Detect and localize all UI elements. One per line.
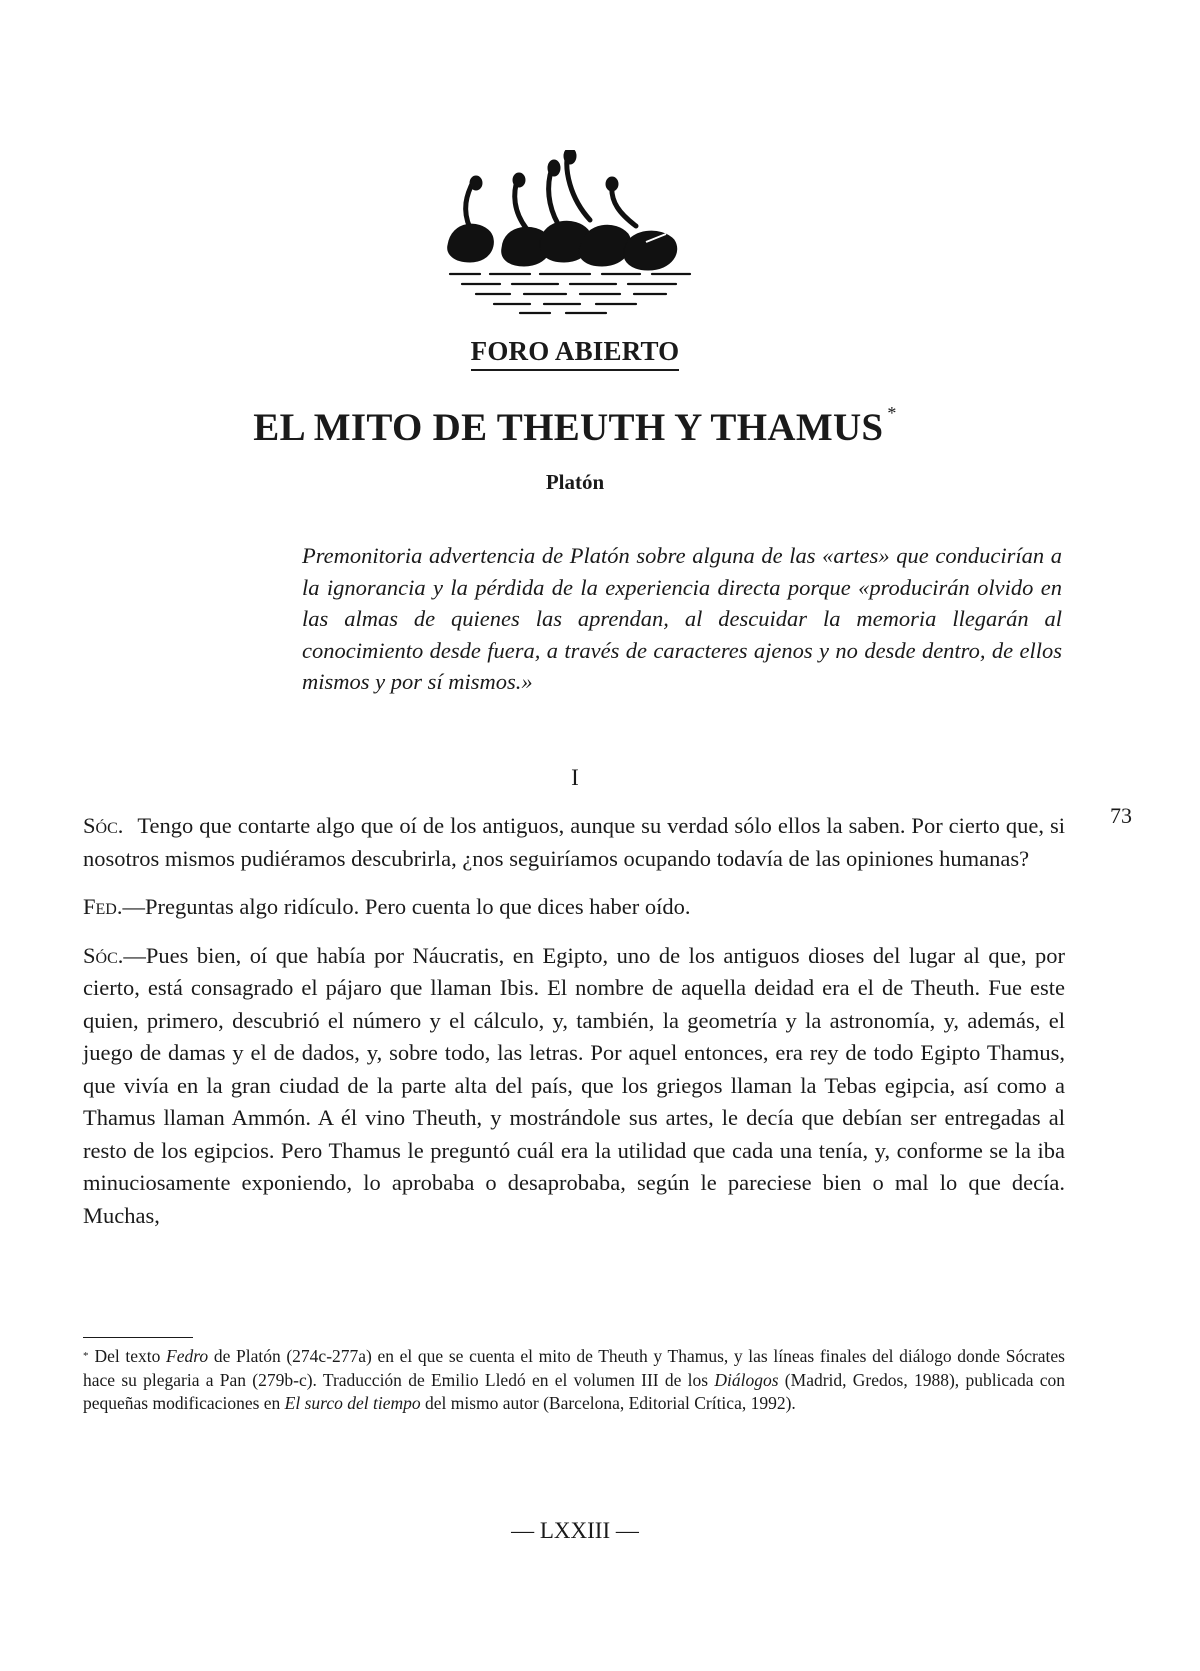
dialogue-text: —Pues bien, oí que había por Náucratis, en Egipto, uno de los antiguos dioses del lugar al que, por cierto, está consagrado el pájaro que llaman Ibis. El nombre de aquella deidad era el de Theuth. Fue este quien, primero, descubrió el número y el cálculo, y, también, la geometría y la astronomía, y, además, el juego de damas y el de dados, y, sobre todo, las letras. Por aquel entonces, era rey de todo Egipto Thamus, que vivía en la gran ciudad de la parte alta del país, que los griegos llaman la Tebas egipcia, así como a Thamus llaman Ammón. A él vino Theuth, y mostrándole sus artes, le decía que debían ser entregadas al resto de los egipcios. Pero Thamus le preguntó cuál era la utilidad que cada una tenía, y, conforme se la iba minuciosamente exponiendo, lo aprobaba o desaprobaba, según le pareciese bien o mal lo que decía. Muchas, [83, 942, 1065, 1228]
abstract: Premonitoria advertencia de Platón sobre alguna de las «artes» que conducirían a la ignorancia y la pérdida de la experiencia directa porque «producirán olvido en las almas de quienes las aprendan, al descuidar la memoria llegarán al conocimiento desde fuera, a través de caracteres ajenos y no desde dentro, de ellos mismos y por sí mismos.» [302, 543, 1062, 694]
article-title-text: EL MITO DE THEUTH Y THAMUS [253, 406, 884, 449]
dialogue-text: —Preguntas algo ridículo. Pero cuenta lo que dices haber oído. [122, 894, 691, 919]
footnote-text-2: de Platón (274c-277a) en el que se cuenta el mito de Theuth y Thamus, y las líneas finales del diálogo donde Sócrates hace su plegaria a Pan (279b-c). Traducción de Emilio Lledó en el volumen III de los [83, 1346, 1065, 1390]
margin-page-number: 73 [1110, 803, 1132, 828]
swans-emblem [440, 150, 710, 320]
footnote-text-4: del mismo autor (Barcelona, Editorial Crítica, 1992). [420, 1393, 796, 1413]
footnote [83, 1345, 1065, 1416]
speaker-label: Fed. [83, 894, 123, 919]
footnote-mark: * [83, 1350, 89, 1362]
article-title [0, 405, 1150, 450]
footnote-work-title: Diálogos [714, 1369, 779, 1390]
dialogue-paragraph [83, 891, 1065, 924]
dialogue-paragraph [83, 810, 1065, 875]
section-label [0, 336, 1150, 367]
speaker-label: Sóc. [83, 813, 124, 838]
author: Platón [545, 470, 605, 494]
dialogue-text: Tengo que contarte algo que oí de los antiguos, aunque su verdad sólo ellos la saben. Por cierto que, si nosotros mismos pudiéramos descubrirla, ¿nos seguiríamos ocupando todavía de las opiniones humanas? [83, 813, 1065, 871]
footnote-text-3: (Madrid, Gredos, 1988), publicada con pequeñas modificaciones en [83, 1369, 1065, 1413]
footnote-work-title: Fedro [166, 1346, 209, 1366]
dialogue-paragraph [83, 940, 1065, 1233]
section-label-text: FORO ABIERTO [471, 336, 680, 371]
speaker-label: Sóc. [83, 942, 124, 968]
footnote-divider [83, 1337, 193, 1338]
section-numeral: I [571, 765, 579, 790]
title-footnote-mark[interactable]: * [887, 403, 897, 423]
footnote-text-1: Del texto [94, 1346, 167, 1366]
footnote-work-title: El surco del tiempo [284, 1393, 421, 1413]
dialogue-body [83, 810, 1065, 1248]
footer-page-number: — LXXIII — [511, 1518, 639, 1543]
